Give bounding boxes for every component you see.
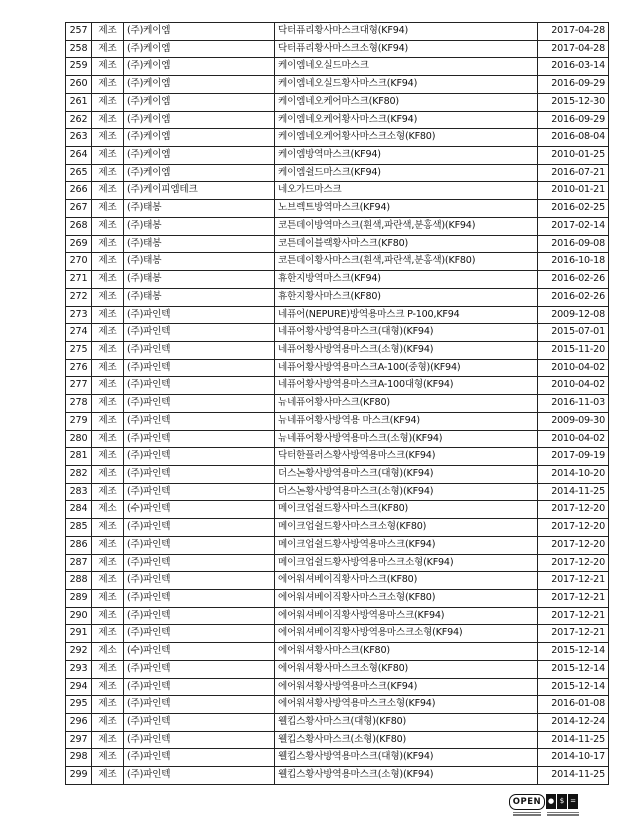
approval-date: 2016-07-21: [538, 164, 609, 182]
table-body: [66, 23, 609, 785]
approval-date: 2016-02-25: [538, 200, 609, 218]
approval-date: 2015-12-30: [538, 93, 609, 111]
approval-date: 2015-11-20: [538, 341, 609, 359]
company-name: (주)파인텍: [124, 465, 275, 483]
company-name: (주)파인텍: [124, 714, 275, 732]
table-row: [66, 23, 609, 41]
approval-date: 2016-02-26: [538, 271, 609, 289]
company-name: (주)파인텍: [124, 731, 275, 749]
row-number: 296: [66, 714, 92, 732]
product-name: 뉴네퓨어황사방역용마스크(소형)(KF94): [275, 430, 538, 448]
company-name: (주)케이엠: [124, 58, 275, 76]
row-number: 258: [66, 40, 92, 58]
product-name: 메이크업쉴드황사방역용마스크소형(KF94): [275, 554, 538, 572]
product-name: 더스논황사방역용마스크(대형)(KF94): [275, 465, 538, 483]
table-row: [66, 76, 609, 94]
business-type: 제조: [92, 200, 124, 218]
product-name: 케이엠네오실드마스크: [275, 58, 538, 76]
company-name: (주)파인텍: [124, 536, 275, 554]
business-type: 제조: [92, 554, 124, 572]
no-derivatives-icon: =: [568, 794, 578, 809]
table-row: [66, 660, 609, 678]
product-name: 에어워셔황사방역용마스크(KF94): [275, 678, 538, 696]
approval-date: 2016-08-04: [538, 129, 609, 147]
table-row: [66, 501, 609, 519]
business-type: 제조: [92, 625, 124, 643]
approval-date: 2016-09-08: [538, 235, 609, 253]
product-name: 네퓨어황사방역용마스크(대형)(KF94): [275, 324, 538, 342]
approval-date: 2017-12-21: [538, 572, 609, 590]
company-name: (주)파인텍: [124, 554, 275, 572]
business-type: 제조: [92, 129, 124, 147]
approval-date: 2016-10-18: [538, 253, 609, 271]
business-type: 제조: [92, 412, 124, 430]
company-name: (주)태봉: [124, 271, 275, 289]
company-name: (주)케이엠: [124, 40, 275, 58]
row-number: 282: [66, 465, 92, 483]
business-type: 제조: [92, 731, 124, 749]
row-number: 288: [66, 572, 92, 590]
approval-date: 2017-02-14: [538, 217, 609, 235]
table-row: [66, 696, 609, 714]
row-number: 267: [66, 200, 92, 218]
row-number: 275: [66, 341, 92, 359]
product-name: 네퓨어황사방역용마스크A-100대형(KF94): [275, 377, 538, 395]
row-number: 265: [66, 164, 92, 182]
product-name: 에어워셔황사마스크소형(KF80): [275, 660, 538, 678]
row-number: 262: [66, 111, 92, 129]
open-logo-caption: [509, 811, 545, 817]
company-name: (주)파인텍: [124, 359, 275, 377]
approval-date: 2017-09-19: [538, 448, 609, 466]
business-type: 제소: [92, 501, 124, 519]
table-row: [66, 111, 609, 129]
business-type: 제조: [92, 253, 124, 271]
product-name: 노브렉트방역마스크(KF94): [275, 200, 538, 218]
table-row: [66, 253, 609, 271]
product-name: 케이엠네오케어마스크(KF80): [275, 93, 538, 111]
row-number: 268: [66, 217, 92, 235]
product-name: 코튼데이방역마스크(흰색,파란색,분홍색)(KF94): [275, 217, 538, 235]
product-name: 웰킵스황사방역용마스크(대형)(KF94): [275, 749, 538, 767]
approval-date: 2014-12-24: [538, 714, 609, 732]
business-type: 제조: [92, 40, 124, 58]
business-type: 제조: [92, 288, 124, 306]
approval-date: 2010-01-25: [538, 147, 609, 165]
company-name: (주)파인텍: [124, 395, 275, 413]
business-type: 제조: [92, 377, 124, 395]
product-name: 코튼데이블랙황사마스크(KF80): [275, 235, 538, 253]
company-name: (주)태봉: [124, 217, 275, 235]
approval-date: 2017-04-28: [538, 23, 609, 41]
table-row: [66, 749, 609, 767]
approval-date: 2014-11-25: [538, 767, 609, 785]
approval-date: 2017-12-21: [538, 625, 609, 643]
company-name: (주)파인텍: [124, 412, 275, 430]
table-row: [66, 572, 609, 590]
row-number: 289: [66, 590, 92, 608]
business-type: 제조: [92, 572, 124, 590]
approval-date: 2017-12-21: [538, 590, 609, 608]
row-number: 257: [66, 23, 92, 41]
company-name: (주)파인텍: [124, 341, 275, 359]
row-number: 278: [66, 395, 92, 413]
row-number: 299: [66, 767, 92, 785]
business-type: 제조: [92, 430, 124, 448]
company-name: (주)파인텍: [124, 306, 275, 324]
approval-date: 2016-09-29: [538, 76, 609, 94]
row-number: 270: [66, 253, 92, 271]
business-type: 제조: [92, 217, 124, 235]
row-number: 269: [66, 235, 92, 253]
company-name: (주)케이피엠테크: [124, 182, 275, 200]
business-type: 제조: [92, 111, 124, 129]
table-row: [66, 58, 609, 76]
table-row: [66, 40, 609, 58]
business-type: 제조: [92, 395, 124, 413]
product-name: 에어워셔황사마스크(KF80): [275, 643, 538, 661]
row-number: 291: [66, 625, 92, 643]
table-row: [66, 625, 609, 643]
table-row: [66, 182, 609, 200]
row-number: 294: [66, 678, 92, 696]
approval-date: 2016-03-14: [538, 58, 609, 76]
table-row: [66, 412, 609, 430]
company-name: (주)파인텍: [124, 660, 275, 678]
product-name: 메이크업쉴드황사방역용마스크(KF94): [275, 536, 538, 554]
product-name: 메이크업쉴드황사마스크(KF80): [275, 501, 538, 519]
product-name: 케이엠네오케어황사마스크(KF94): [275, 111, 538, 129]
company-name: (주)태봉: [124, 288, 275, 306]
approval-date: 2017-04-28: [538, 40, 609, 58]
approval-date: 2014-10-20: [538, 465, 609, 483]
business-type: 제조: [92, 767, 124, 785]
row-number: 280: [66, 430, 92, 448]
business-type: 제조: [92, 324, 124, 342]
row-number: 259: [66, 58, 92, 76]
table-row: [66, 767, 609, 785]
product-name: 휴한지방역마스크(KF94): [275, 271, 538, 289]
approval-date: 2017-12-20: [538, 536, 609, 554]
product-name: 에어워셔베이직황사마스크(KF80): [275, 572, 538, 590]
table-row: [66, 536, 609, 554]
product-name: 에어워셔베이직황사방역용마스크소형(KF94): [275, 625, 538, 643]
approval-date: 2014-10-17: [538, 749, 609, 767]
business-type: 제조: [92, 359, 124, 377]
approval-date: 2014-11-25: [538, 483, 609, 501]
product-name: 에어워셔황사방역용마스크소형(KF94): [275, 696, 538, 714]
business-type: 제조: [92, 306, 124, 324]
business-type: 제조: [92, 696, 124, 714]
row-number: 260: [66, 76, 92, 94]
table-row: [66, 306, 609, 324]
approval-date: 2010-04-02: [538, 377, 609, 395]
company-name: (주)케이엠: [124, 129, 275, 147]
product-name: 네오가드마스크: [275, 182, 538, 200]
approval-date: 2016-02-26: [538, 288, 609, 306]
business-type: 제조: [92, 76, 124, 94]
row-number: 261: [66, 93, 92, 111]
open-license-mark: [509, 794, 579, 820]
row-number: 295: [66, 696, 92, 714]
row-number: 284: [66, 501, 92, 519]
business-type: 제조: [92, 519, 124, 537]
table-row: [66, 359, 609, 377]
product-name: 닥터퓨리황사마스크소형(KF94): [275, 40, 538, 58]
table-row: [66, 341, 609, 359]
approval-date: 2017-12-20: [538, 554, 609, 572]
product-name: 웰킵스황사방역용마스크(소형)(KF94): [275, 767, 538, 785]
approval-date: 2010-01-21: [538, 182, 609, 200]
company-name: (주)파인텍: [124, 448, 275, 466]
business-type: 제조: [92, 749, 124, 767]
company-name: (주)파인텍: [124, 572, 275, 590]
table-row: [66, 678, 609, 696]
approval-date: 2015-12-14: [538, 678, 609, 696]
table-row: [66, 377, 609, 395]
table-row: [66, 590, 609, 608]
product-name: 웰킵스황사마스크(대형)(KF80): [275, 714, 538, 732]
product-name: 네퓨어(NEPURE)방역용마스크 P-100,KF94: [275, 306, 538, 324]
company-name: (주)파인텍: [124, 749, 275, 767]
company-name: (주)파인텍: [124, 324, 275, 342]
product-name: 에어워셔베이직황사마스크소형(KF80): [275, 590, 538, 608]
business-type: 제조: [92, 590, 124, 608]
product-name: 뉴네퓨어황사마스크(KF80): [275, 395, 538, 413]
table-row: [66, 395, 609, 413]
approval-date: 2017-12-21: [538, 607, 609, 625]
business-type: 제조: [92, 483, 124, 501]
business-type: 제조: [92, 182, 124, 200]
company-name: (주)태봉: [124, 253, 275, 271]
row-number: 272: [66, 288, 92, 306]
product-name: 네퓨어황사방역용마스크(소형)(KF94): [275, 341, 538, 359]
open-logo: OPEN: [509, 794, 545, 810]
company-name: (주)파인텍: [124, 625, 275, 643]
table-row: [66, 448, 609, 466]
approval-date: 2017-12-20: [538, 501, 609, 519]
table-row: [66, 483, 609, 501]
product-name: 닥터한플러스황사방역용마스크(KF94): [275, 448, 538, 466]
company-name: (주)케이엠: [124, 164, 275, 182]
row-number: 271: [66, 271, 92, 289]
approval-date: 2014-11-25: [538, 731, 609, 749]
table-row: [66, 129, 609, 147]
row-number: 292: [66, 643, 92, 661]
table-row: [66, 643, 609, 661]
company-name: (주)파인텍: [124, 377, 275, 395]
approval-date: 2009-09-30: [538, 412, 609, 430]
license-icons-caption: [546, 811, 580, 817]
license-type-icons: [546, 794, 580, 809]
company-name: (주)케이엠: [124, 111, 275, 129]
product-name: 에어워셔베이직황사방역용마스크(KF94): [275, 607, 538, 625]
row-number: 293: [66, 660, 92, 678]
table-row: [66, 271, 609, 289]
business-type: 제조: [92, 678, 124, 696]
row-number: 274: [66, 324, 92, 342]
company-name: (주)케이엠: [124, 147, 275, 165]
certified-mask-table: [65, 22, 609, 785]
row-number: 276: [66, 359, 92, 377]
business-type: 제조: [92, 164, 124, 182]
company-name: (주)파인텍: [124, 607, 275, 625]
company-name: (주)파인텍: [124, 678, 275, 696]
business-type: 제조: [92, 23, 124, 41]
row-number: 263: [66, 129, 92, 147]
product-name: 메이크업쉴드황사마스크소형(KF80): [275, 519, 538, 537]
business-type: 제조: [92, 271, 124, 289]
business-type: 제조: [92, 341, 124, 359]
table-row: [66, 288, 609, 306]
business-type: 제조: [92, 93, 124, 111]
business-type: 제조: [92, 660, 124, 678]
row-number: 283: [66, 483, 92, 501]
table-row: [66, 235, 609, 253]
business-type: 제조: [92, 147, 124, 165]
business-type: 제소: [92, 643, 124, 661]
product-name: 케이엠방역마스크(KF94): [275, 147, 538, 165]
table-row: [66, 554, 609, 572]
business-type: 제조: [92, 448, 124, 466]
product-name: 케이엠쉴드마스크(KF94): [275, 164, 538, 182]
approval-date: 2016-01-08: [538, 696, 609, 714]
table-row: [66, 164, 609, 182]
business-type: 제조: [92, 536, 124, 554]
business-type: 제조: [92, 714, 124, 732]
table-row: [66, 93, 609, 111]
business-type: 제조: [92, 58, 124, 76]
row-number: 279: [66, 412, 92, 430]
row-number: 287: [66, 554, 92, 572]
table-row: [66, 607, 609, 625]
company-name: (주)케이엠: [124, 76, 275, 94]
product-name: 케이엠네오케어황사마스크소형(KF80): [275, 129, 538, 147]
approval-date: 2010-04-02: [538, 430, 609, 448]
table-row: [66, 217, 609, 235]
table-row: [66, 519, 609, 537]
table-row: [66, 147, 609, 165]
row-number: 290: [66, 607, 92, 625]
row-number: 281: [66, 448, 92, 466]
approval-date: 2015-12-14: [538, 643, 609, 661]
company-name: (주)파인텍: [124, 519, 275, 537]
approval-date: 2009-12-08: [538, 306, 609, 324]
row-number: 286: [66, 536, 92, 554]
product-name: 코튼데이황사마스크(흰색,파란색,분홍색)(KF80): [275, 253, 538, 271]
company-name: (주)케이엠: [124, 93, 275, 111]
product-name: 뉴네퓨어황사방역용 마스크(KF94): [275, 412, 538, 430]
table-row: [66, 465, 609, 483]
approval-date: 2017-12-20: [538, 519, 609, 537]
table-row: [66, 324, 609, 342]
company-name: (주)태봉: [124, 235, 275, 253]
company-name: (주)케이엠: [124, 23, 275, 41]
product-name: 휴한지황사마스크(KF80): [275, 288, 538, 306]
company-name: (수)파인텍: [124, 501, 275, 519]
company-name: (주)파인텍: [124, 483, 275, 501]
product-name: 케이엠네오실드황사마스크(KF94): [275, 76, 538, 94]
company-name: (주)태봉: [124, 200, 275, 218]
row-number: 273: [66, 306, 92, 324]
company-name: (수)파인텍: [124, 643, 275, 661]
table-row: [66, 731, 609, 749]
noncommercial-icon: $: [557, 794, 567, 809]
approval-date: 2010-04-02: [538, 359, 609, 377]
row-number: 298: [66, 749, 92, 767]
product-name: 네퓨어황사방역용마스크A-100(중형)(KF94): [275, 359, 538, 377]
company-name: (주)파인텍: [124, 430, 275, 448]
product-name: 닥터퓨리황사마스크대형(KF94): [275, 23, 538, 41]
row-number: 285: [66, 519, 92, 537]
row-number: 297: [66, 731, 92, 749]
business-type: 제조: [92, 465, 124, 483]
product-name: 웰킵스황사마스크(소형)(KF80): [275, 731, 538, 749]
approval-date: 2016-11-03: [538, 395, 609, 413]
company-name: (주)파인텍: [124, 767, 275, 785]
business-type: 제조: [92, 235, 124, 253]
product-name: 더스논황사방역용마스크(소형)(KF94): [275, 483, 538, 501]
table-row: [66, 714, 609, 732]
approval-date: 2015-12-14: [538, 660, 609, 678]
row-number: 266: [66, 182, 92, 200]
company-name: (주)파인텍: [124, 696, 275, 714]
company-name: (주)파인텍: [124, 590, 275, 608]
approval-date: 2016-09-29: [538, 111, 609, 129]
business-type: 제조: [92, 607, 124, 625]
approval-date: 2015-07-01: [538, 324, 609, 342]
row-number: 277: [66, 377, 92, 395]
table-row: [66, 430, 609, 448]
attribution-icon: ●: [546, 794, 556, 809]
row-number: 264: [66, 147, 92, 165]
table-row: [66, 200, 609, 218]
